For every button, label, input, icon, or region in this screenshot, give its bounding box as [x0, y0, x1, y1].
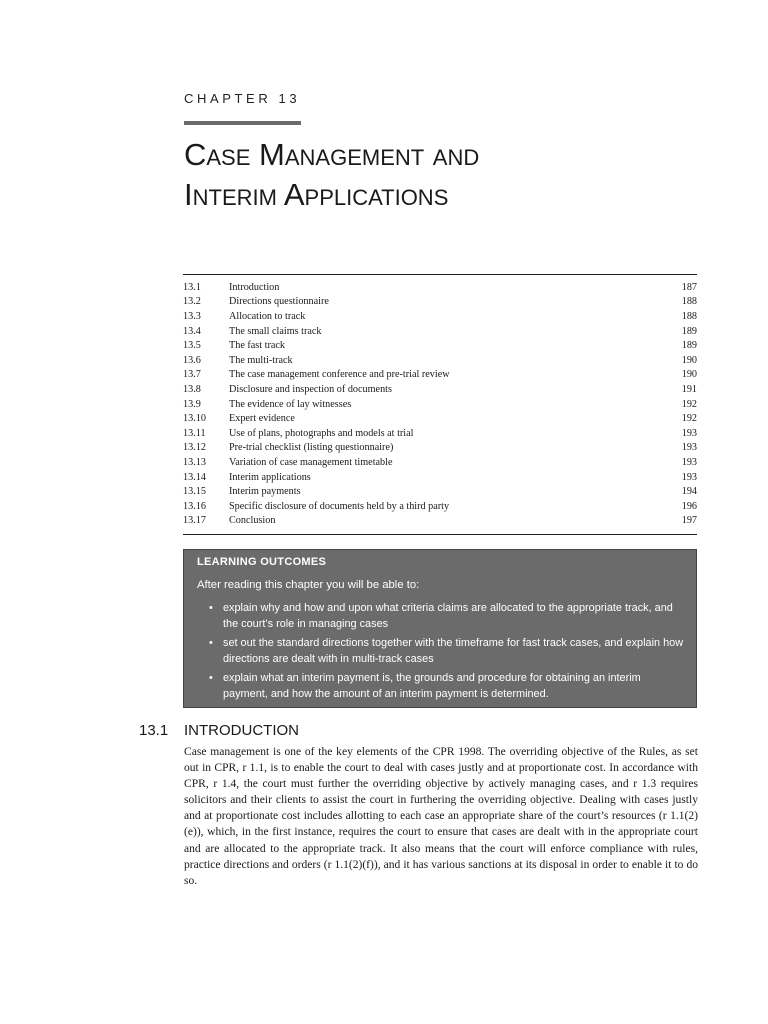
toc-row[interactable] — [183, 426, 697, 441]
toc-row[interactable] — [183, 397, 697, 412]
toc-number: 13.2 — [183, 296, 201, 308]
chapter-title — [184, 135, 479, 215]
toc-page: 193 — [681, 442, 697, 454]
toc-page: 194 — [681, 486, 697, 498]
table-of-contents — [183, 274, 697, 535]
toc-row[interactable] — [183, 280, 697, 295]
toc-number: 13.4 — [183, 325, 201, 337]
toc-page: 187 — [681, 281, 697, 293]
learning-outcome-text: set out the standard directions together with the timeframe for fast track cases, and explain how directions are dealt with in multi-track cases — [223, 637, 684, 665]
bullet-icon: • — [209, 637, 213, 649]
toc-row[interactable] — [183, 309, 697, 324]
learning-outcomes-box — [183, 549, 697, 708]
toc-page: 196 — [681, 500, 697, 512]
toc-page: 197 — [681, 515, 697, 527]
toc-title: The small claims track — [229, 325, 322, 337]
chapter-title-line-1: Case Management and — [184, 137, 480, 172]
toc-number: 13.10 — [183, 413, 206, 425]
toc-row[interactable] — [183, 499, 697, 514]
toc-page: 189 — [681, 340, 697, 352]
toc-page: 190 — [681, 354, 697, 366]
toc-row[interactable] — [183, 514, 697, 529]
toc-title: Variation of case management timetable — [229, 456, 393, 468]
learning-outcome-item — [197, 600, 687, 632]
toc-page: 193 — [681, 456, 697, 468]
toc-number: 13.11 — [183, 427, 206, 439]
toc-title: Expert evidence — [229, 413, 295, 425]
toc-number: 13.14 — [183, 471, 206, 483]
toc-number: 13.5 — [183, 340, 201, 352]
toc-title: Disclosure and inspection of documents — [229, 383, 392, 395]
toc-row[interactable] — [183, 338, 697, 353]
toc-title: Conclusion — [229, 515, 276, 527]
toc-page: 193 — [681, 471, 697, 483]
chapter-label: CHAPTER 13 — [184, 91, 301, 106]
toc-number: 13.9 — [183, 398, 201, 410]
toc-number: 13.1 — [183, 281, 201, 293]
toc-row[interactable] — [183, 353, 697, 368]
toc-row[interactable] — [183, 295, 697, 310]
chapter-title-line-2: Interim Applications — [184, 177, 449, 212]
toc-title: Pre-trial checklist (listing questionnaire) — [229, 442, 394, 454]
toc-number: 13.15 — [183, 486, 206, 498]
bullet-icon: • — [209, 602, 213, 614]
toc-title: Use of plans, photographs and models at trial — [229, 427, 414, 439]
learning-outcome-item — [197, 635, 687, 667]
toc-title: Allocation to track — [229, 310, 306, 322]
bullet-icon: • — [209, 672, 213, 684]
toc-page: 190 — [681, 369, 697, 381]
toc-title: The case management conference and pre-trial review — [229, 369, 450, 381]
toc-page: 188 — [681, 296, 697, 308]
toc-row[interactable] — [183, 382, 697, 397]
toc-row[interactable] — [183, 484, 697, 499]
toc-number: 13.8 — [183, 383, 201, 395]
toc-row[interactable] — [183, 368, 697, 383]
toc-row[interactable] — [183, 470, 697, 485]
toc-page: 193 — [681, 427, 697, 439]
toc-row[interactable] — [183, 411, 697, 426]
toc-title: The multi-track — [229, 354, 293, 366]
toc-number: 13.16 — [183, 500, 206, 512]
toc-number: 13.13 — [183, 456, 206, 468]
learning-outcome-item — [197, 670, 687, 702]
learning-outcomes-list — [197, 600, 687, 705]
toc-title: Interim applications — [229, 471, 311, 483]
section-body-paragraph: Case management is one of the key elements of the CPR 1998. The overriding objective of the Rules, as set out in CPR, r 1.1, is to enable the court to deal with cases justly and at proportionate cost. In accordance with CPR, r 1.4, the court must further the overriding objective by actively managing cases, and r 1.3 requires solicitors and their clients to assist the court in furthering the overriding objective. Dealing with cases justly and at proportionate cost includes allotting to each case an appropriate share of the court’s resources (r 1.1(2)(e)), which, in the first instance, requires the court to ensure that cases are dealt with in the appropriate court and are allocated to the appropriate track. It also means that the court will enforce compliance with rules, practice directions and orders (r 1.1(2)(f)), and it has various sanctions at its disposal in order to enable it to do so. — [184, 746, 698, 887]
toc-title: Specific disclosure of documents held by a third party — [229, 500, 450, 512]
learning-outcome-text: explain why and how and upon what criteria claims are allocated to the appropriate track, and the court’s role in managing cases — [223, 602, 673, 630]
section-title: INTRODUCTION — [184, 722, 299, 739]
toc-page: 191 — [681, 383, 697, 395]
toc-title: Interim payments — [229, 486, 301, 498]
toc-title: Directions questionnaire — [229, 296, 329, 308]
section-number: 13.1 — [139, 722, 169, 739]
toc-title: Introduction — [229, 281, 280, 293]
toc-number: 13.12 — [183, 442, 206, 454]
learning-outcome-text: explain what an interim payment is, the grounds and procedure for obtaining an interim payment, and how the amount of an interim payment is determined. — [223, 672, 641, 700]
toc-number: 13.3 — [183, 310, 201, 322]
chapter-rule — [184, 121, 301, 125]
toc-number: 13.6 — [183, 354, 201, 366]
toc-title: The fast track — [229, 340, 286, 352]
toc-row[interactable] — [183, 455, 697, 470]
toc-page: 188 — [681, 310, 697, 322]
toc-title: The evidence of lay witnesses — [229, 398, 352, 410]
toc-row[interactable] — [183, 324, 697, 339]
toc-page: 189 — [681, 325, 697, 337]
toc-page: 192 — [681, 398, 697, 410]
toc-number: 13.7 — [183, 369, 201, 381]
toc-row[interactable] — [183, 441, 697, 456]
learning-outcomes-intro: After reading this chapter you will be able to: — [197, 579, 420, 591]
toc-number: 13.17 — [183, 515, 206, 527]
toc-page: 192 — [681, 413, 697, 425]
learning-outcomes-title: LEARNING OUTCOMES — [197, 556, 327, 568]
